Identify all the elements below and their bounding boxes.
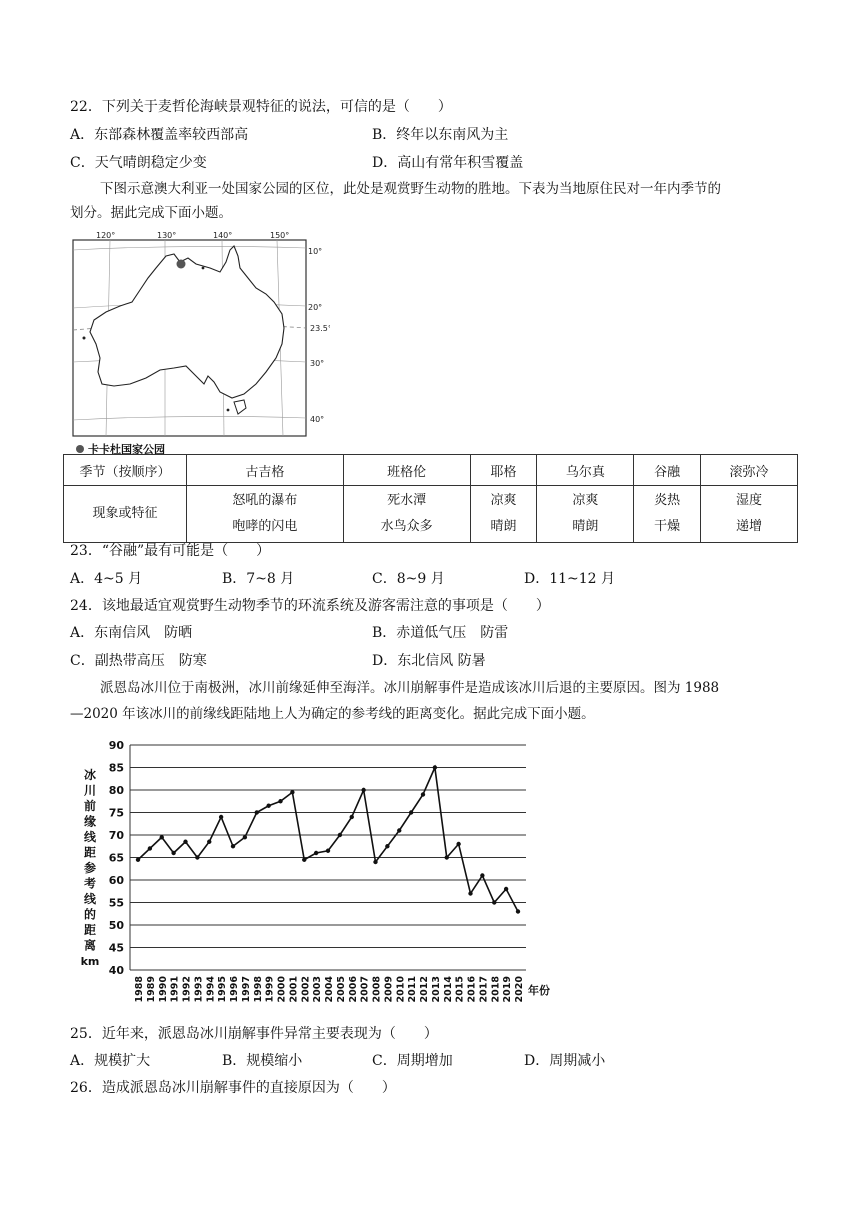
lon-label-140: 140° <box>213 231 233 240</box>
data-point-2003 <box>314 851 318 855</box>
lon-label-130: 130° <box>157 231 177 240</box>
x-tick-label-1996: 1996 <box>229 976 240 1003</box>
y-axis-label-char: 冰 <box>83 768 97 782</box>
season-feature-3: 凉爽 晴朗 <box>470 486 537 543</box>
q23-option-c: C．8~9 月 <box>372 571 445 587</box>
season-name-6: 滚弥冷 <box>701 455 798 486</box>
q25-stem: 25．近年来，派恩岛冰川崩解事件异常主要表现为（ ） <box>70 1026 438 1042</box>
y-axis-label-char: 线 <box>83 830 97 844</box>
island-dot-west <box>83 337 86 340</box>
q23-stem: 23．“谷融”最有可能是（ ） <box>70 543 271 559</box>
lat-label-30: 30° <box>310 359 325 368</box>
x-tick-label-2014: 2014 <box>442 976 454 1003</box>
lat-label-23-5: 23.5° <box>310 324 330 333</box>
q22-option-d: D．高山有常年积雪覆盖 <box>372 155 524 171</box>
data-point-1998 <box>255 810 259 814</box>
intro2-line1: 派恩岛冰川位于南极洲，冰川前缘延伸至海洋。冰川崩解事件是造成该冰川后退的主要原因。图为 1988 <box>100 680 720 696</box>
series-line <box>138 768 518 912</box>
lat-label-10: 10° <box>308 247 323 256</box>
y-axis-label-char: 缘 <box>83 814 97 829</box>
data-point-1999 <box>266 804 270 808</box>
glacier-distance-chart <box>70 735 590 1005</box>
data-point-1994 <box>207 840 211 844</box>
season-name-5: 谷融 <box>634 455 701 486</box>
x-tick-label-2000: 2000 <box>276 976 288 1003</box>
x-tick-label-2008: 2008 <box>371 976 383 1003</box>
x-tick-label-2009: 2009 <box>383 976 395 1003</box>
x-tick-label-1989: 1989 <box>145 976 157 1003</box>
x-tick-label-2019: 2019 <box>502 976 514 1003</box>
q22-option-c: C．天气晴朗稳定少变 <box>70 155 207 171</box>
data-point-1996 <box>231 844 235 848</box>
data-point-1988 <box>136 858 140 862</box>
data-point-2004 <box>326 849 330 853</box>
season-feature-1: 怒吼的瀑布 咆哮的闪电 <box>187 486 344 543</box>
data-point-2017 <box>480 873 484 877</box>
x-tick-label-1995: 1995 <box>217 976 229 1003</box>
x-tick-label-1992: 1992 <box>181 976 193 1003</box>
x-tick-label-1993: 1993 <box>193 976 205 1003</box>
data-point-2012 <box>421 792 425 796</box>
q25-option-c: C．周期增加 <box>372 1053 453 1069</box>
season-name-3: 耶格 <box>470 455 537 486</box>
data-point-2001 <box>290 790 294 794</box>
y-axis-label-char: 离 <box>83 938 97 953</box>
x-tick-label-1990: 1990 <box>157 976 169 1003</box>
season-name-4: 乌尔真 <box>537 455 634 486</box>
data-point-2009 <box>385 844 389 848</box>
y-tick-label-50: 50 <box>108 919 124 932</box>
y-axis-label-char: 参 <box>83 861 97 875</box>
y-axis-label-char: 线 <box>83 892 97 906</box>
y-axis-label-char: 距 <box>83 923 97 937</box>
season-table <box>63 454 798 543</box>
data-point-1992 <box>183 840 187 844</box>
x-tick-label-2012: 2012 <box>419 976 430 1003</box>
x-tick-label-2013: 2013 <box>430 976 442 1003</box>
data-point-2018 <box>492 900 496 904</box>
q22-option-b: B．终年以东南风为主 <box>372 127 509 143</box>
q24-option-c: C．副热带高压 防寒 <box>70 653 207 669</box>
data-point-1993 <box>195 855 199 859</box>
data-point-2007 <box>361 788 365 792</box>
y-tick-label-45: 45 <box>108 941 124 955</box>
data-point-1990 <box>160 835 164 839</box>
data-point-2008 <box>373 860 377 864</box>
y-tick-label-90: 90 <box>108 739 124 752</box>
season-feature-4: 凉爽 晴朗 <box>537 486 634 543</box>
data-point-1991 <box>171 851 175 855</box>
y-axis-label-char: 考 <box>83 876 97 891</box>
intro1-line1: 下图示意澳大利亚一处国家公园的区位，此处是观赏野生动物的胜地。下表为当地原住民对一年内季节的 <box>100 181 721 197</box>
data-point-2014 <box>445 855 449 859</box>
y-axis-label-char: 川 <box>83 783 97 798</box>
x-tick-label-2007: 2007 <box>359 976 371 1003</box>
x-tick-label-2006: 2006 <box>347 976 359 1003</box>
data-point-2000 <box>278 799 282 803</box>
x-tick-label-1988: 1988 <box>134 976 145 1003</box>
q26-stem: 26．造成派恩岛冰川崩解事件的直接原因为（ ） <box>70 1080 396 1096</box>
y-axis-label-char: 的 <box>83 907 97 922</box>
data-point-2002 <box>302 858 306 862</box>
x-tick-label-2002: 2002 <box>300 976 312 1003</box>
y-tick-label-65: 65 <box>108 851 124 865</box>
q25-option-d: D．周期减小 <box>524 1053 606 1069</box>
x-tick-label-1994: 1994 <box>205 976 217 1003</box>
y-tick-label-55: 55 <box>108 896 124 910</box>
data-point-2016 <box>468 891 472 895</box>
intro2-line2: —2020 年该冰川的前缘线距陆地上人为确定的参考线的距离变化。据此完成下面小题。 <box>70 706 595 722</box>
season-feature-5: 炎热 干燥 <box>634 486 701 543</box>
x-tick-label-2001: 2001 <box>288 976 300 1003</box>
data-point-1997 <box>243 835 247 839</box>
season-feature-6: 湿度 递增 <box>701 486 798 543</box>
x-tick-label-2017: 2017 <box>478 976 490 1003</box>
q23-option-a: A．4~5 月 <box>70 571 143 587</box>
season-name-1: 古吉格 <box>187 455 344 486</box>
q24-option-b: B．赤道低气压 防雷 <box>372 625 509 641</box>
x-tick-label-1999: 1999 <box>264 976 276 1003</box>
data-point-2020 <box>516 909 520 913</box>
x-tick-label-2020: 2020 <box>514 976 525 1003</box>
x-tick-label-1998: 1998 <box>252 976 264 1003</box>
y-tick-label-80: 80 <box>108 784 124 797</box>
data-point-2013 <box>433 765 437 769</box>
lat-label-40: 40° <box>310 415 325 424</box>
data-point-2010 <box>397 828 401 832</box>
x-tick-label-2004: 2004 <box>324 976 335 1003</box>
x-tick-label-2010: 2010 <box>395 976 407 1003</box>
y-axis-label-char: 前 <box>83 799 97 813</box>
intro1-line2: 划分。据此完成下面小题。 <box>70 205 232 221</box>
q23-option-b: B．7~8 月 <box>222 571 295 587</box>
table-header-feature: 现象或特征 <box>64 486 187 543</box>
island-dot-south <box>227 409 230 412</box>
y-axis-label-char: 距 <box>83 845 97 860</box>
legend-marker <box>76 445 84 453</box>
data-point-1995 <box>219 815 223 819</box>
x-tick-label-2005: 2005 <box>335 976 347 1003</box>
lon-label-120: 120° <box>96 231 116 240</box>
x-tick-label-1997: 1997 <box>240 976 252 1003</box>
q24-option-d: D．东北信风 防暑 <box>372 653 486 669</box>
q25-option-a: A．规模扩大 <box>70 1053 151 1069</box>
q22-option-a: A．东部森林覆盖率较西部高 <box>70 127 249 143</box>
x-axis-label: 年份 <box>528 984 550 997</box>
kakadu-national-park-marker <box>177 260 186 269</box>
y-tick-label-40: 40 <box>108 964 124 977</box>
x-tick-label-2016: 2016 <box>466 976 478 1003</box>
chart-svg <box>70 735 590 1005</box>
y-tick-label-75: 75 <box>108 806 124 820</box>
q25-option-b: B．规模缩小 <box>222 1053 303 1069</box>
map-legend-label: 卡卡杜国家公园 <box>88 443 165 454</box>
q23-option-d: D．11~12 月 <box>524 571 616 587</box>
season-name-2: 班格伦 <box>343 455 470 486</box>
australia-map <box>70 228 330 454</box>
y-tick-label-70: 70 <box>108 829 124 842</box>
table-header-season: 季节（按顺序） <box>64 455 187 486</box>
y-tick-label-60: 60 <box>108 874 124 887</box>
data-point-2011 <box>409 810 413 814</box>
australia-outline <box>90 246 284 398</box>
lat-label-20: 20° <box>308 303 323 312</box>
q24-option-a: A．东南信风 防晒 <box>70 625 193 641</box>
island-dot <box>202 267 205 270</box>
lon-label-150: 150° <box>270 231 290 240</box>
data-point-2005 <box>338 833 342 837</box>
data-point-1989 <box>148 846 152 850</box>
q22-stem: 22．下列关于麦哲伦海峡景观特征的说法，可信的是（ ） <box>70 99 452 115</box>
data-point-2015 <box>456 842 460 846</box>
y-axis-label-unit: km <box>80 955 100 968</box>
x-tick-label-2011: 2011 <box>407 976 419 1003</box>
x-tick-label-2003: 2003 <box>312 976 324 1003</box>
data-point-2006 <box>350 815 354 819</box>
q24-stem: 24．该地最适宜观赏野生动物季节的环流系统及游客需注意的事项是（ ） <box>70 598 550 614</box>
x-tick-label-1991: 1991 <box>169 976 181 1003</box>
x-tick-label-2018: 2018 <box>490 976 502 1003</box>
y-tick-label-85: 85 <box>108 761 124 775</box>
season-feature-2: 死水潭 水鸟众多 <box>343 486 470 543</box>
tasmania-outline <box>234 400 246 414</box>
data-point-2019 <box>504 887 508 891</box>
x-tick-label-2015: 2015 <box>454 976 466 1003</box>
